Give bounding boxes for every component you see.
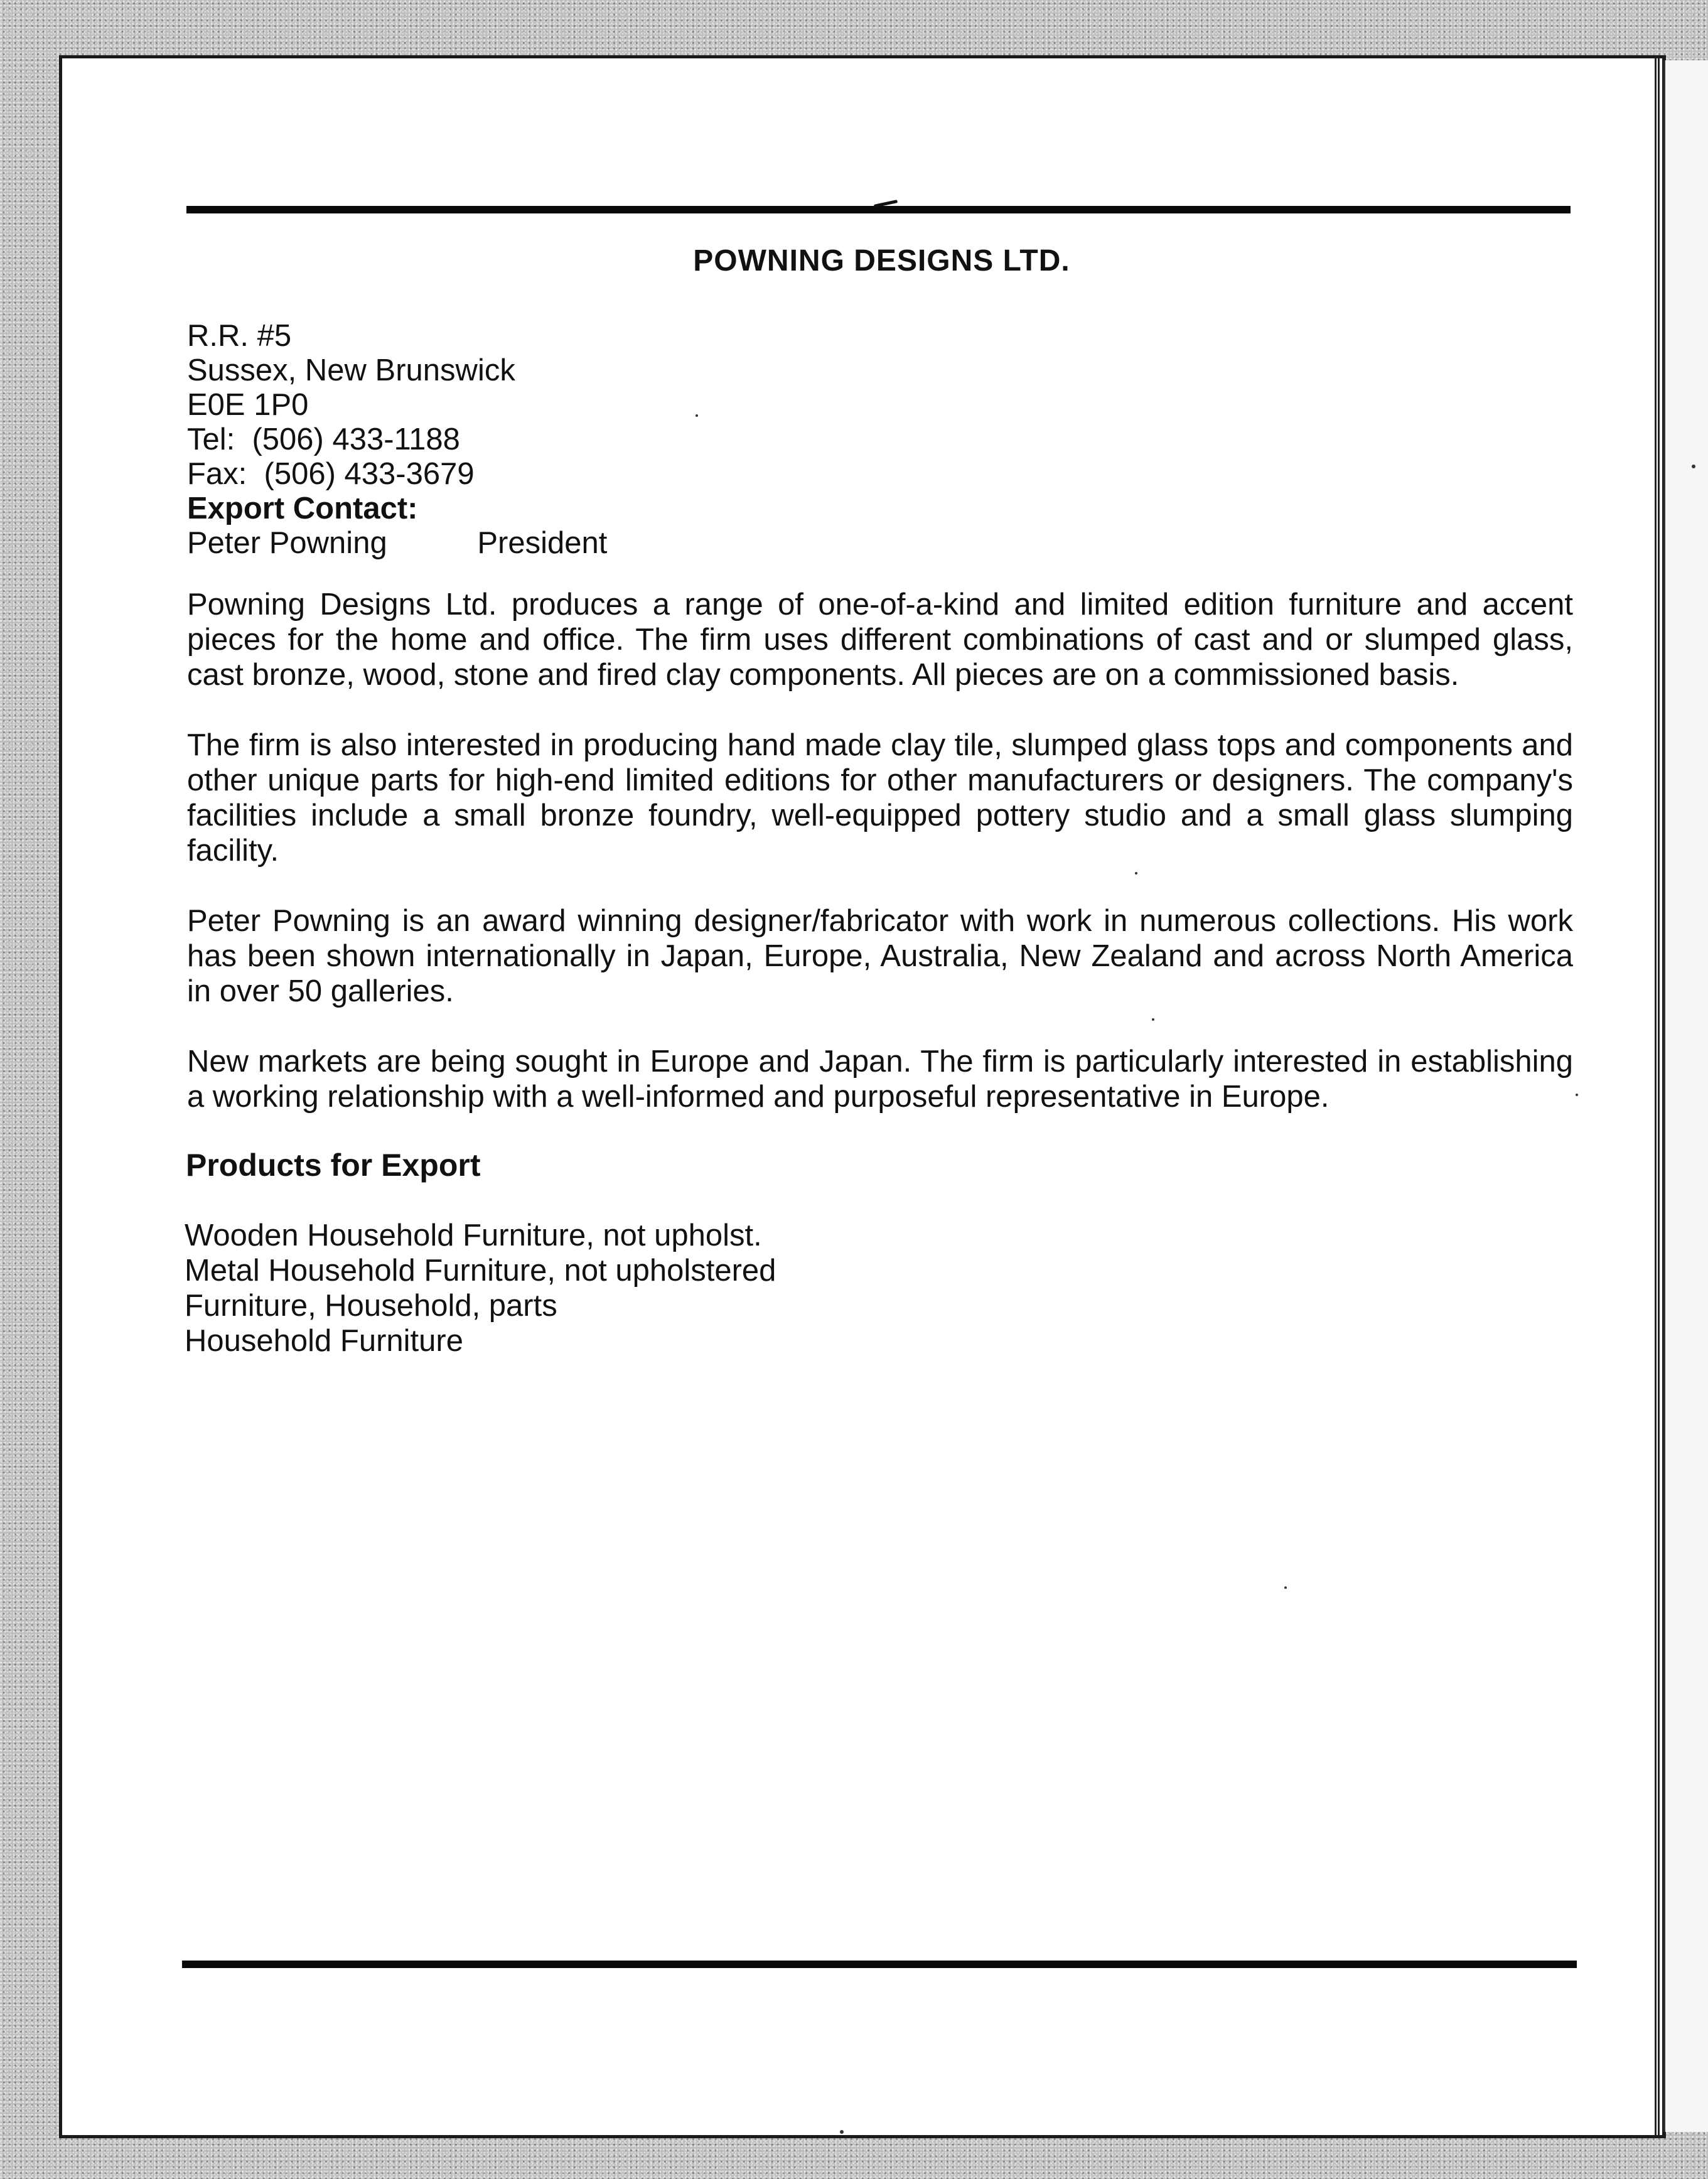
- top-rule: [186, 206, 1571, 213]
- scan-speck: [840, 2130, 844, 2134]
- contact-line: [187, 526, 607, 561]
- bottom-rule: [182, 1961, 1577, 1968]
- adjacent-page-edge: [1663, 60, 1708, 2132]
- paragraph-overview: Powning Designs Ltd. produces a range of one-of-a-kind and limited edition furniture and accent pieces for the home and office. The firm uses different combinations of cast and or slumped glass, cast bronze, wood, stone and fired clay components. All pieces are on a commissioned basis.: [187, 588, 1573, 692]
- scan-speck: [1284, 1586, 1287, 1589]
- scan-speck: [1576, 1094, 1578, 1096]
- export-contact-label: Export Contact:: [187, 492, 418, 525]
- scan-speck: [1692, 465, 1695, 468]
- company-address-block: [187, 319, 607, 561]
- contact-name: Peter Powning: [187, 526, 387, 560]
- product-item: Furniture, Household, parts: [185, 1289, 557, 1323]
- contact-title: President: [477, 526, 608, 560]
- paragraph-markets: New markets are being sought in Europe and Japan. The firm is particularly interested in establishing a working relationship with a well-informed and purposeful representative in Europe.: [187, 1045, 1573, 1114]
- address-line-1: R.R. #5: [187, 319, 292, 353]
- fax: Fax: (506) 433-3679: [187, 457, 475, 491]
- company-title: POWNING DESIGNS LTD.: [693, 244, 1070, 277]
- product-item: Household Furniture: [185, 1324, 463, 1358]
- products-list: [185, 1218, 776, 1359]
- scan-speck: [696, 414, 698, 417]
- paragraph-services: The firm is also interested in producing hand made clay tile, slumped glass tops and components and other unique parts for high-end limited editions for other manufacturers or designers. The company's facilities include a small bronze foundry, well-equipped pottery studio and a small glass slumping facility.: [187, 728, 1573, 868]
- scan-speck: [1152, 1018, 1154, 1021]
- product-item: Metal Household Furniture, not upholstered: [185, 1254, 776, 1288]
- page-binding-edge: [1655, 58, 1660, 2136]
- paragraph-designer: Peter Powning is an award winning designer/fabricator with work in numerous collections. His work has been shown internationally in Japan, Europe, Australia, New Zealand and across North America in over 50 galleries.: [187, 904, 1573, 1008]
- telephone: Tel: (506) 433-1188: [187, 422, 460, 456]
- postal-code: E0E 1P0: [187, 388, 309, 422]
- address-line-2: Sussex, New Brunswick: [187, 353, 515, 387]
- product-item: Wooden Household Furniture, not upholst.: [185, 1219, 762, 1252]
- description-body: [187, 587, 1573, 1149]
- scan-speck: [1135, 872, 1137, 874]
- products-heading: Products for Export: [186, 1148, 481, 1183]
